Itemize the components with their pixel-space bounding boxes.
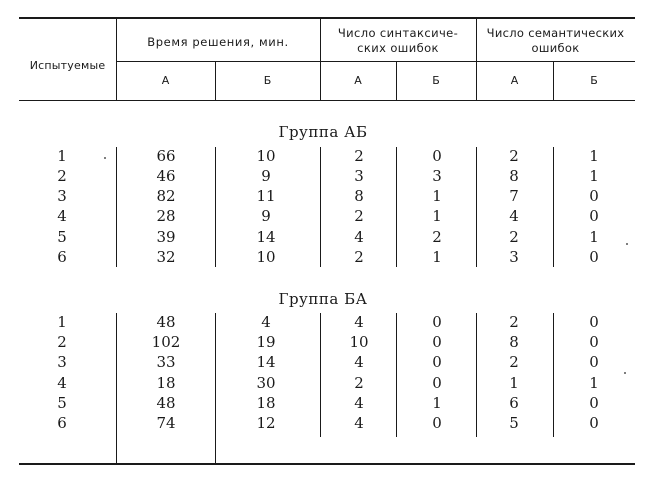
group-ba-title: Группа БА [278, 290, 368, 308]
time-a-cell: 82 [156, 187, 176, 205]
syntax-b-cell: 2 [432, 228, 442, 246]
table-row [0, 187, 646, 206]
semantic-errors-header [476, 26, 635, 56]
subjects-header-label: Испытуемые [29, 59, 106, 72]
syntax-a-cell: 4 [354, 394, 364, 412]
semantic-b-cell: 0 [589, 333, 599, 351]
subject-cell: 3 [57, 187, 67, 205]
table-row [0, 333, 646, 352]
time-a-cell: 66 [156, 147, 176, 165]
semantic-a-cell: 5 [509, 414, 519, 432]
table-row [0, 414, 646, 433]
semantic-a-cell: 2 [509, 228, 519, 246]
time-b-cell: 11 [256, 187, 276, 205]
header-divider-1 [116, 19, 117, 100]
semantic-a-cell: 4 [509, 207, 519, 225]
time-header-label: Время решения, мин. [147, 35, 289, 49]
time-b-cell: 30 [256, 374, 276, 392]
time-subheader-rule [116, 61, 320, 62]
syntax-subheader-rule [320, 61, 476, 62]
semantic-a-cell: 8 [509, 333, 519, 351]
syntax-b-cell: 0 [432, 414, 442, 432]
syntax-a-cell: 2 [354, 374, 364, 392]
syntax-b-cell: 0 [432, 333, 442, 351]
table-row [0, 147, 646, 166]
table-row [0, 374, 646, 393]
time-b-cell: 14 [256, 353, 276, 371]
syntax-a-cell: 4 [354, 313, 364, 331]
syntax-b-cell: 0 [432, 374, 442, 392]
time-a-cell: 28 [156, 207, 176, 225]
semantic-b-cell: 1 [589, 147, 599, 165]
time-b-cell: 9 [261, 207, 271, 225]
time-a-cell: 48 [156, 394, 176, 412]
semantic-header-line-1: Число семантических [486, 26, 625, 40]
syntax-b-cell: 1 [432, 394, 442, 412]
syntax-a-cell: 4 [354, 414, 364, 432]
syntax-header-line-1: Число синтаксиче- [337, 26, 459, 40]
syntax-b-cell: 1 [432, 207, 442, 225]
table-row [0, 353, 646, 372]
print-speck [104, 157, 106, 159]
syntax-b-cell: 0 [432, 313, 442, 331]
top-rule [19, 17, 635, 19]
table-row [0, 207, 646, 226]
subject-cell: 1 [57, 313, 67, 331]
semantic-b-cell: 0 [589, 353, 599, 371]
syntax-a-header: А [354, 74, 362, 87]
subject-cell: 5 [57, 394, 67, 412]
table-row [0, 248, 646, 267]
syntax-b-cell: 3 [432, 167, 442, 185]
time-b-cell: 12 [256, 414, 276, 432]
semantic-b-cell: 0 [589, 394, 599, 412]
semantic-a-cell: 2 [509, 147, 519, 165]
subject-cell: 6 [57, 248, 67, 266]
syntax-b-header: Б [432, 74, 440, 87]
semantic-subheader-rule [476, 61, 635, 62]
subject-cell: 6 [57, 414, 67, 432]
syntax-a-cell: 8 [354, 187, 364, 205]
semantic-a-cell: 8 [509, 167, 519, 185]
semantic-a-cell: 6 [509, 394, 519, 412]
syntax-a-cell: 2 [354, 207, 364, 225]
table-row [0, 167, 646, 186]
syntax-a-cell: 10 [349, 333, 369, 351]
subject-cell: 4 [57, 207, 67, 225]
semantic-b-cell: 1 [589, 167, 599, 185]
syntax-header-line-2: ских ошибок [357, 41, 439, 55]
semantic-b-cell: 0 [589, 187, 599, 205]
time-a-cell: 46 [156, 167, 176, 185]
time-a-cell: 33 [156, 353, 176, 371]
syntax-b-cell: 1 [432, 187, 442, 205]
semantic-a-cell: 3 [509, 248, 519, 266]
time-a-cell: 48 [156, 313, 176, 331]
subject-cell: 2 [57, 333, 67, 351]
header-bottom-rule [19, 100, 635, 101]
semantic-a-cell: 7 [509, 187, 519, 205]
syntax-a-cell: 4 [354, 228, 364, 246]
semantic-a-cell: 2 [509, 313, 519, 331]
time-b-cell: 18 [256, 394, 276, 412]
time-a-cell: 39 [156, 228, 176, 246]
table-row [0, 228, 646, 247]
semantic-b-cell: 0 [589, 414, 599, 432]
time-a-cell: 74 [156, 414, 176, 432]
semantic-b-header: Б [590, 74, 598, 87]
time-b-cell: 10 [256, 248, 276, 266]
time-a-header: А [161, 74, 170, 87]
subjects-header [19, 58, 116, 73]
syntax-a-cell: 2 [354, 248, 364, 266]
time-b-cell: 4 [261, 313, 271, 331]
semantic-a-cell: 2 [509, 353, 519, 371]
semantic-header-line-2: ошибок [531, 41, 580, 55]
time-b-header: Б [263, 74, 272, 87]
syntax-a-cell: 3 [354, 167, 364, 185]
table-row [0, 394, 646, 413]
syntax-a-cell: 2 [354, 147, 364, 165]
syntax-errors-header [320, 26, 476, 56]
semantic-a-cell: 1 [509, 374, 519, 392]
print-speck [626, 243, 628, 245]
semantic-b-cell: 1 [589, 228, 599, 246]
subject-cell: 1 [57, 147, 67, 165]
syntax-a-cell: 4 [354, 353, 364, 371]
time-a-cell: 18 [156, 374, 176, 392]
semantic-b-cell: 0 [589, 207, 599, 225]
syntax-b-cell: 0 [432, 147, 442, 165]
time-b-cell: 19 [256, 333, 276, 351]
time-b-cell: 14 [256, 228, 276, 246]
time-b-cell: 9 [261, 167, 271, 185]
semantic-a-header: А [510, 74, 519, 87]
table-row [0, 313, 646, 332]
syntax-b-cell: 0 [432, 353, 442, 371]
time-header [116, 35, 320, 50]
group-ab-title: Группа АБ [278, 123, 368, 141]
subject-cell: 2 [57, 167, 67, 185]
print-speck [624, 372, 626, 374]
subject-cell: 3 [57, 353, 67, 371]
syntax-b-cell: 1 [432, 248, 442, 266]
subject-cell: 4 [57, 374, 67, 392]
time-a-cell: 32 [156, 248, 176, 266]
semantic-b-cell: 0 [589, 313, 599, 331]
time-a-cell: 102 [151, 333, 181, 351]
bottom-rule [19, 463, 635, 465]
subject-cell: 5 [57, 228, 67, 246]
semantic-b-cell: 1 [589, 374, 599, 392]
time-b-cell: 10 [256, 147, 276, 165]
semantic-b-cell: 0 [589, 248, 599, 266]
